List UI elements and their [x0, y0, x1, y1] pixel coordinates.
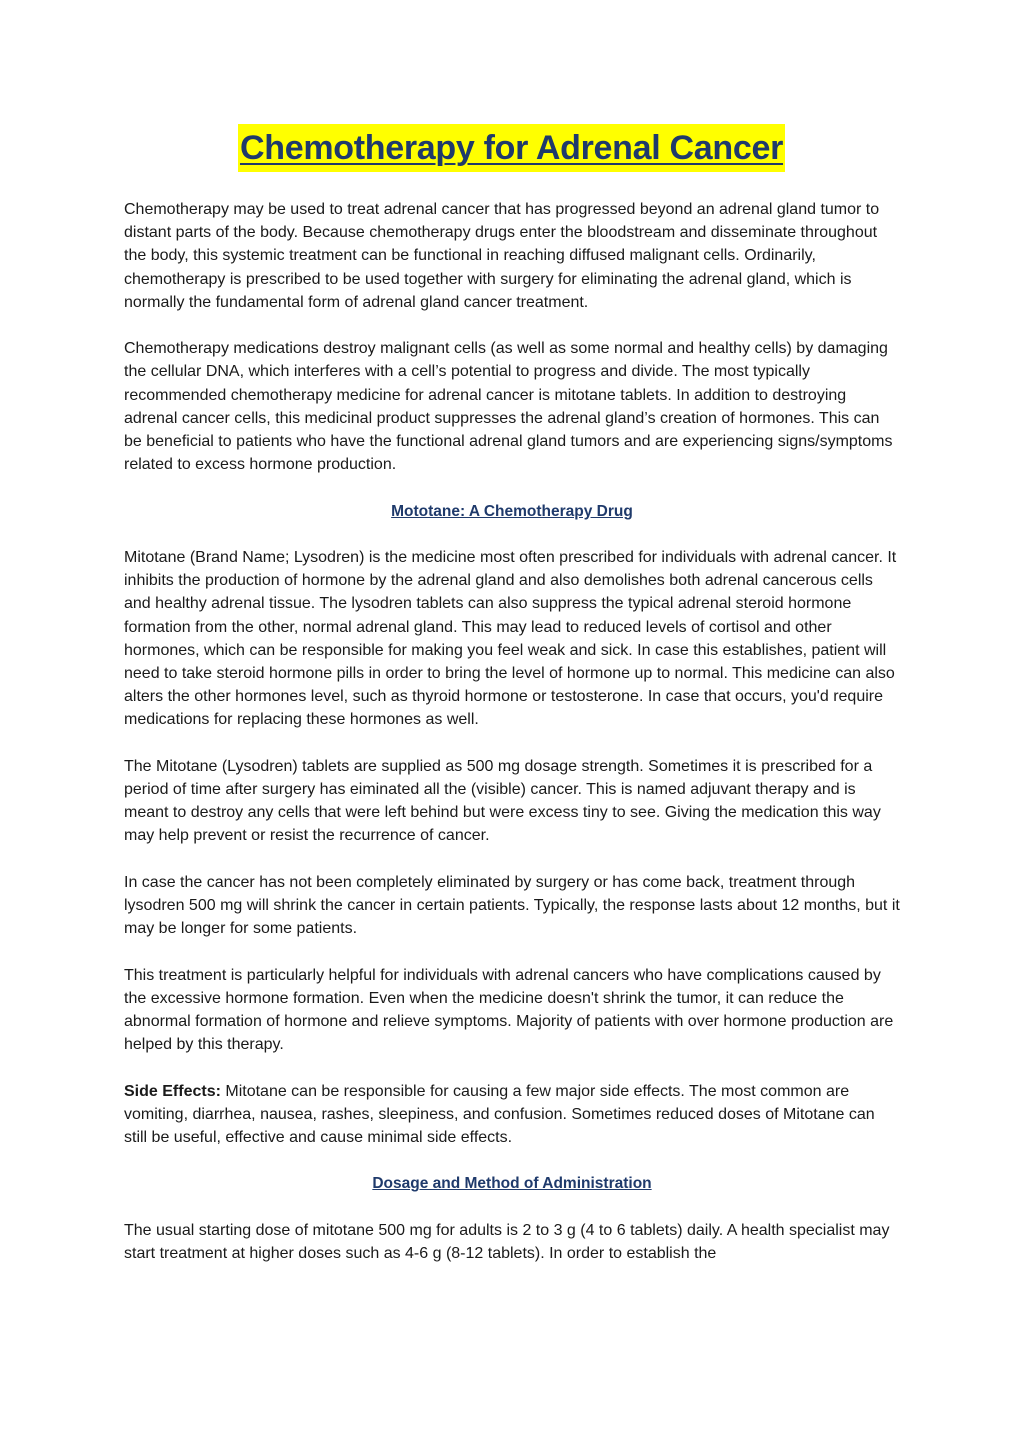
page-title: Chemotherapy for Adrenal Cancer	[238, 124, 785, 172]
paragraph-helpful: This treatment is particularly helpful for individuals with adrenal cancers who have complications caused by the excessive hormone formation. Even when the medicine doesn't shrink the tumor, it can reduce the abnormal formation of hormone and relieve symptoms. Majority of patients with over hormone production are helped by this therapy.	[124, 966, 894, 1054]
subheading-dosage: Dosage and Method of Administration	[372, 1175, 652, 1193]
side-effects-label: Side Effects:	[124, 1082, 221, 1100]
paragraph-mitotane: Mitotane (Brand Name; Lysodren) is the medicine most often prescribed for individuals with adrenal cancer. It inhibits the production of hormone by the adrenal gland and also demolishes both adrenal cancerous cells and healthy adrenal tissue. The lysodren tablets can also suppress the typical adrenal steroid hormone formation from the other, normal adrenal gland. This may lead to reduced levels of cortisol and other hormones, which can be responsible for making you feel weak and sick. In case this establishes, patient will need to take steroid hormone pills in order to bring the level of hormone up to normal. This medicine can also alters the other hormones level, such as thyroid hormone or testosterone. In case that occurs, you'd require medications for replacing these hormones as well.	[124, 549, 897, 729]
paragraph-medications: Chemotherapy medications destroy malignant cells (as well as some normal and healthy cells) by damaging the cellular DNA, which interferes with a cell’s potential to progress and divide. The most typically recommended chemotherapy medicine for adrenal cancer is mitotane tablets. In addition to destroying adrenal cancer cells, this medicinal product suppresses the adrenal gland’s creation of hormones. This can be beneficial to patients who have the functional adrenal gland tumors and are experiencing signs/symptoms related to excess hormone production.	[124, 340, 893, 474]
paragraph-intro: Chemotherapy may be used to treat adrenal cancer that has progressed beyond an adrenal gland tumor to distant parts of the body. Because chemotherapy drugs enter the bloodstream and disseminate throughout the body, this systemic treatment can be functional in reaching diffused malignant cells. Ordinarily, chemotherapy is prescribed to be used together with surgery for eliminating the adrenal gland, which is normally the fundamental form of adrenal gland cancer treatment.	[124, 201, 880, 311]
paragraph-side-effects	[124, 1080, 900, 1150]
paragraph-starting-dose: The usual starting dose of mitotane 500 mg for adults is 2 to 3 g (4 to 6 tablets) daily. A health specialist may start treatment at higher doses such as 4-6 g (8-12 tablets). In order to establish the	[124, 1221, 890, 1262]
subheading-mitotane-drug: Mototane: A Chemotherapy Drug	[391, 502, 633, 520]
side-effects-text: Mitotane can be responsible for causing a few major side effects. The most common are vomiting, diarrhea, nausea, rashes, sleepiness, and confusion. Sometimes reduced doses of Mitotane can still be useful, effective and cause minimal side effects.	[124, 1082, 875, 1147]
paragraph-dosage-strength: The Mitotane (Lysodren) tablets are supplied as 500 mg dosage strength. Sometimes it is prescribed for a period of time after surgery has eiminated all the (visible) cancer. This is named adjuvant therapy and is meant to destroy any cells that were left behind but were excess tiny to see. Giving the medication this way may help prevent or resist the recurrence of cancer.	[124, 757, 881, 845]
paragraph-response: In case the cancer has not been completely eliminated by surgery or has come back, treatment through lysodren 500 mg will shrink the cancer in certain patients. Typically, the response lasts about 12 months, but it may be longer for some patients.	[124, 873, 900, 938]
document-body	[124, 198, 900, 1288]
title-container	[0, 124, 1023, 172]
